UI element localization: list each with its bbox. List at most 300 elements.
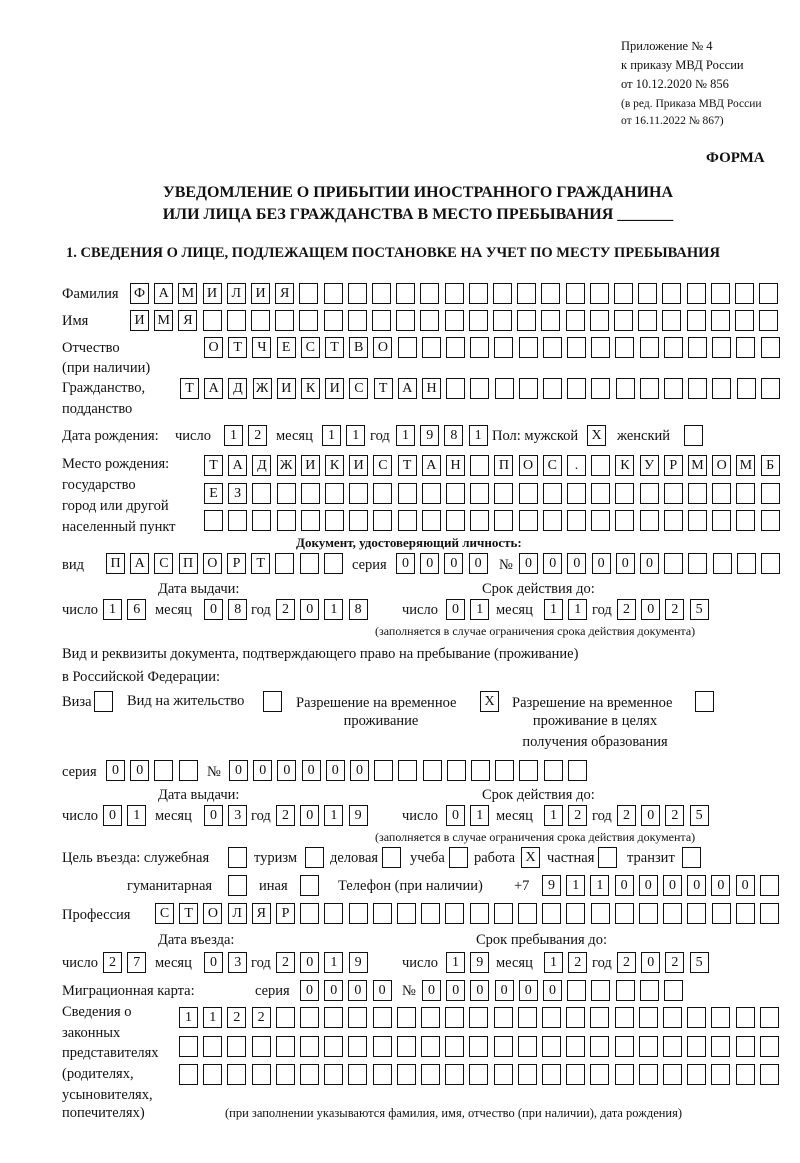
char-box[interactable] [638,283,657,304]
char-box[interactable]: Ж [277,455,296,476]
char-box[interactable]: Б [761,455,780,476]
migration-number-field[interactable] [422,980,683,1002]
char-box[interactable]: Ф [130,283,149,304]
char-box[interactable] [227,310,246,331]
char-box[interactable]: Р [227,553,246,574]
char-box[interactable]: Т [374,378,393,399]
char-box[interactable]: В [349,337,368,358]
char-box[interactable] [494,1064,513,1085]
char-box[interactable] [372,310,391,331]
char-box[interactable]: Х [480,691,499,712]
stay-month-field[interactable] [544,952,587,974]
char-box[interactable]: 2 [665,952,684,973]
char-box[interactable] [324,1036,343,1057]
representatives-row-2[interactable] [179,1036,779,1058]
char-box[interactable]: 1 [322,425,341,446]
char-box[interactable]: 0 [350,760,369,781]
char-box[interactable]: 0 [519,553,538,574]
char-box[interactable] [566,283,585,304]
entry-day-field[interactable] [103,952,146,974]
char-box[interactable] [519,510,538,531]
char-box[interactable] [300,1007,319,1028]
char-box[interactable]: З [228,483,247,504]
char-box[interactable] [470,378,489,399]
char-box[interactable] [759,283,778,304]
char-box[interactable]: 1 [203,1007,222,1028]
char-box[interactable] [687,903,706,924]
char-box[interactable]: 1 [590,875,609,896]
char-box[interactable]: 2 [617,952,636,973]
char-box[interactable]: К [325,455,344,476]
char-box[interactable] [421,1007,440,1028]
char-box[interactable]: 2 [276,952,295,973]
char-box[interactable]: 1 [568,599,587,620]
char-box[interactable] [469,1064,488,1085]
char-box[interactable] [640,980,659,1001]
char-box[interactable] [373,903,392,924]
char-box[interactable]: О [204,337,223,358]
patronymic-field[interactable] [204,337,780,359]
char-box[interactable] [566,1064,585,1085]
char-box[interactable]: 0 [615,875,634,896]
char-box[interactable] [277,483,296,504]
char-box[interactable] [422,510,441,531]
char-box[interactable]: 0 [641,952,660,973]
char-box[interactable]: 0 [253,760,272,781]
char-box[interactable] [276,1036,295,1057]
char-box[interactable] [420,283,439,304]
char-box[interactable] [382,847,401,868]
char-box[interactable]: 2 [252,1007,271,1028]
char-box[interactable]: К [301,378,320,399]
char-box[interactable]: И [203,283,222,304]
char-box[interactable]: 1 [324,952,343,973]
char-box[interactable]: Д [228,378,247,399]
char-box[interactable] [300,875,319,896]
char-box[interactable] [470,483,489,504]
char-box[interactable] [398,337,417,358]
purpose-work-checkbox[interactable] [521,847,540,869]
char-box[interactable] [640,483,659,504]
char-box[interactable] [446,483,465,504]
char-box[interactable] [374,760,393,781]
char-box[interactable] [662,283,681,304]
char-box[interactable]: 0 [444,553,463,574]
char-box[interactable] [470,903,489,924]
residence-permit-checkbox[interactable] [263,691,282,713]
char-box[interactable] [493,283,512,304]
char-box[interactable] [591,980,610,1001]
char-box[interactable] [664,980,683,1001]
purpose-humanitarian-checkbox[interactable] [228,875,247,897]
char-box[interactable]: Х [587,425,606,446]
char-box[interactable] [543,337,562,358]
char-box[interactable]: 0 [420,553,439,574]
stay-issue-month-field[interactable] [204,805,247,827]
char-box[interactable]: А [154,283,173,304]
char-box[interactable] [469,1036,488,1057]
stay-valid-month-field[interactable] [544,805,587,827]
char-box[interactable]: 5 [690,805,709,826]
char-box[interactable] [373,1036,392,1057]
char-box[interactable]: 6 [127,599,146,620]
char-box[interactable] [300,1064,319,1085]
char-box[interactable]: 1 [470,805,489,826]
purpose-business-checkbox[interactable] [382,847,401,869]
char-box[interactable]: С [543,455,562,476]
char-box[interactable]: И [325,378,344,399]
char-box[interactable] [614,310,633,331]
char-box[interactable]: Е [277,337,296,358]
purpose-private-checkbox[interactable] [598,847,617,869]
char-box[interactable] [712,378,731,399]
char-box[interactable]: 0 [326,760,345,781]
char-box[interactable] [263,691,282,712]
char-box[interactable]: Н [422,378,441,399]
char-box[interactable]: 0 [348,980,367,1001]
char-box[interactable] [493,310,512,331]
char-box[interactable] [94,691,113,712]
char-box[interactable] [445,310,464,331]
birth-year-field[interactable] [396,425,488,447]
char-box[interactable]: 0 [495,980,514,1001]
char-box[interactable] [324,903,343,924]
char-box[interactable] [299,310,318,331]
char-box[interactable]: Т [204,455,223,476]
char-box[interactable]: П [179,553,198,574]
char-box[interactable] [663,1064,682,1085]
char-box[interactable]: 0 [229,760,248,781]
char-box[interactable]: Т [325,337,344,358]
char-box[interactable]: 3 [228,805,247,826]
char-box[interactable]: А [130,553,149,574]
representatives-row-3[interactable] [179,1064,779,1086]
stay-valid-year-field[interactable] [617,805,709,827]
purpose-other-checkbox[interactable] [300,875,319,897]
char-box[interactable]: 5 [690,952,709,973]
char-box[interactable]: 0 [103,805,122,826]
char-box[interactable] [421,903,440,924]
char-box[interactable] [494,1036,513,1057]
char-box[interactable] [421,1064,440,1085]
char-box[interactable]: 2 [568,805,587,826]
char-box[interactable] [469,310,488,331]
char-box[interactable] [179,1036,198,1057]
birth-day-field[interactable] [224,425,267,447]
char-box[interactable] [398,760,417,781]
char-box[interactable]: И [251,283,270,304]
profession-field[interactable] [155,903,779,925]
char-box[interactable]: 0 [641,599,660,620]
char-box[interactable] [687,310,706,331]
char-box[interactable] [324,1007,343,1028]
char-box[interactable] [519,483,538,504]
char-box[interactable] [228,875,247,896]
stay-issue-day-field[interactable] [103,805,146,827]
char-box[interactable] [494,1007,513,1028]
birth-month-field[interactable] [322,425,365,447]
stay-year-field[interactable] [617,952,709,974]
char-box[interactable]: 1 [396,425,415,446]
char-box[interactable] [154,760,173,781]
char-box[interactable] [615,483,634,504]
sex-female-checkbox[interactable] [684,425,703,447]
char-box[interactable]: 1 [469,425,488,446]
char-box[interactable] [373,1007,392,1028]
char-box[interactable] [615,1064,634,1085]
char-box[interactable]: 0 [640,553,659,574]
char-box[interactable] [591,378,610,399]
char-box[interactable] [446,510,465,531]
id-issue-year-field[interactable] [276,599,368,621]
char-box[interactable]: Д [252,455,271,476]
stay-number-field[interactable] [229,760,587,782]
char-box[interactable] [227,1036,246,1057]
char-box[interactable]: О [203,903,222,924]
char-box[interactable]: 2 [617,805,636,826]
char-box[interactable] [517,283,536,304]
char-box[interactable] [712,483,731,504]
char-box[interactable]: 0 [204,805,223,826]
char-box[interactable] [252,510,271,531]
char-box[interactable] [687,1064,706,1085]
char-box[interactable] [276,1064,295,1085]
purpose-official-checkbox[interactable] [228,847,247,869]
char-box[interactable] [542,1036,561,1057]
char-box[interactable] [324,1064,343,1085]
char-box[interactable] [761,483,780,504]
char-box[interactable]: 1 [224,425,243,446]
entry-year-field[interactable] [276,952,368,974]
char-box[interactable] [687,283,706,304]
char-box[interactable]: И [301,455,320,476]
char-box[interactable] [760,1064,779,1085]
char-box[interactable] [348,283,367,304]
char-box[interactable]: 2 [103,952,122,973]
char-box[interactable] [664,510,683,531]
char-box[interactable] [300,903,319,924]
char-box[interactable] [566,1007,585,1028]
char-box[interactable]: 1 [544,599,563,620]
char-box[interactable]: 1 [566,875,585,896]
char-box[interactable] [469,1007,488,1028]
char-box[interactable] [590,310,609,331]
char-box[interactable] [373,1064,392,1085]
char-box[interactable] [252,1036,271,1057]
char-box[interactable] [664,553,683,574]
char-box[interactable] [712,903,731,924]
char-box[interactable]: 0 [736,875,755,896]
char-box[interactable]: М [688,455,707,476]
char-box[interactable]: Ч [252,337,271,358]
char-box[interactable] [519,378,538,399]
char-box[interactable] [470,510,489,531]
char-box[interactable] [615,1036,634,1057]
char-box[interactable]: Т [180,378,199,399]
stay-valid-day-field[interactable] [446,805,489,827]
char-box[interactable]: 0 [543,980,562,1001]
char-box[interactable]: Т [228,337,247,358]
char-box[interactable] [598,847,617,868]
purpose-study-checkbox[interactable] [449,847,468,869]
char-box[interactable] [228,847,247,868]
char-box[interactable]: О [712,455,731,476]
char-box[interactable] [640,510,659,531]
char-box[interactable] [591,483,610,504]
char-box[interactable] [324,283,343,304]
purpose-transit-checkbox[interactable] [682,847,701,869]
char-box[interactable] [325,483,344,504]
char-box[interactable] [325,510,344,531]
char-box[interactable]: С [155,903,174,924]
char-box[interactable] [299,283,318,304]
char-box[interactable] [736,510,755,531]
char-box[interactable] [542,1064,561,1085]
birthplace-row-2[interactable] [204,483,780,505]
char-box[interactable] [373,510,392,531]
char-box[interactable]: И [349,455,368,476]
char-box[interactable] [543,510,562,531]
char-box[interactable] [567,483,586,504]
char-box[interactable]: 0 [300,980,319,1001]
char-box[interactable] [688,553,707,574]
char-box[interactable] [301,483,320,504]
id-issue-day-field[interactable] [103,599,146,621]
purpose-tourism-checkbox[interactable] [305,847,324,869]
char-box[interactable] [494,483,513,504]
char-box[interactable] [663,1036,682,1057]
char-box[interactable] [590,283,609,304]
char-box[interactable]: 3 [228,952,247,973]
char-box[interactable]: А [398,378,417,399]
char-box[interactable]: Р [664,455,683,476]
char-box[interactable] [568,760,587,781]
char-box[interactable] [542,1007,561,1028]
char-box[interactable]: 0 [641,805,660,826]
char-box[interactable] [591,455,610,476]
char-box[interactable]: С [301,337,320,358]
char-box[interactable] [736,1007,755,1028]
char-box[interactable] [695,691,714,712]
char-box[interactable]: 0 [687,875,706,896]
char-box[interactable] [711,310,730,331]
id-valid-month-field[interactable] [544,599,587,621]
char-box[interactable] [518,903,537,924]
name-field[interactable] [130,310,778,332]
entry-month-field[interactable] [204,952,247,974]
char-box[interactable] [447,760,466,781]
char-box[interactable] [495,378,514,399]
char-box[interactable]: К [615,455,634,476]
char-box[interactable]: 1 [544,805,563,826]
char-box[interactable]: 0 [446,805,465,826]
char-box[interactable] [373,483,392,504]
char-box[interactable] [518,1007,537,1028]
char-box[interactable]: 0 [277,760,296,781]
char-box[interactable] [179,1064,198,1085]
char-box[interactable]: 0 [470,980,489,1001]
char-box[interactable] [664,337,683,358]
char-box[interactable]: А [228,455,247,476]
char-box[interactable] [736,337,755,358]
char-box[interactable]: 8 [228,599,247,620]
char-box[interactable] [663,903,682,924]
char-box[interactable] [663,1007,682,1028]
char-box[interactable] [735,283,754,304]
char-box[interactable]: 9 [420,425,439,446]
trp-checkbox[interactable] [480,691,499,713]
char-box[interactable] [713,553,732,574]
char-box[interactable] [688,510,707,531]
char-box[interactable] [640,378,659,399]
char-box[interactable] [760,875,779,896]
char-box[interactable] [449,847,468,868]
char-box[interactable]: 0 [204,599,223,620]
char-box[interactable] [639,1064,658,1085]
char-box[interactable] [518,1064,537,1085]
char-box[interactable] [495,760,514,781]
char-box[interactable]: О [519,455,538,476]
char-box[interactable]: . [567,455,586,476]
char-box[interactable]: Т [251,553,270,574]
char-box[interactable] [348,1007,367,1028]
char-box[interactable] [737,378,756,399]
sex-male-checkbox[interactable] [587,425,606,447]
char-box[interactable] [469,283,488,304]
char-box[interactable] [639,903,658,924]
char-box[interactable] [398,510,417,531]
char-box[interactable] [684,425,703,446]
char-box[interactable] [541,310,560,331]
char-box[interactable]: 9 [349,805,368,826]
char-box[interactable] [277,510,296,531]
char-box[interactable] [349,903,368,924]
char-box[interactable] [591,510,610,531]
char-box[interactable]: 9 [470,952,489,973]
char-box[interactable]: Т [179,903,198,924]
char-box[interactable] [203,310,222,331]
phone-field[interactable] [542,875,779,897]
char-box[interactable] [711,1064,730,1085]
char-box[interactable] [348,1064,367,1085]
char-box[interactable] [252,1064,271,1085]
char-box[interactable] [761,510,780,531]
char-box[interactable] [446,378,465,399]
char-box[interactable] [397,1064,416,1085]
char-box[interactable] [420,310,439,331]
char-box[interactable]: 0 [204,952,223,973]
char-box[interactable] [396,283,415,304]
citizenship-field[interactable] [180,378,780,400]
char-box[interactable] [712,337,731,358]
char-box[interactable] [204,510,223,531]
char-box[interactable] [543,378,562,399]
char-box[interactable] [639,1007,658,1028]
char-box[interactable] [615,903,634,924]
char-box[interactable]: 1 [544,952,563,973]
char-box[interactable] [541,283,560,304]
char-box[interactable] [252,483,271,504]
char-box[interactable]: 0 [616,553,635,574]
char-box[interactable]: 0 [567,553,586,574]
char-box[interactable] [566,903,585,924]
char-box[interactable]: 1 [127,805,146,826]
char-box[interactable] [640,337,659,358]
char-box[interactable]: 1 [324,805,343,826]
char-box[interactable] [590,1064,609,1085]
char-box[interactable] [615,510,634,531]
char-box[interactable]: 8 [444,425,463,446]
